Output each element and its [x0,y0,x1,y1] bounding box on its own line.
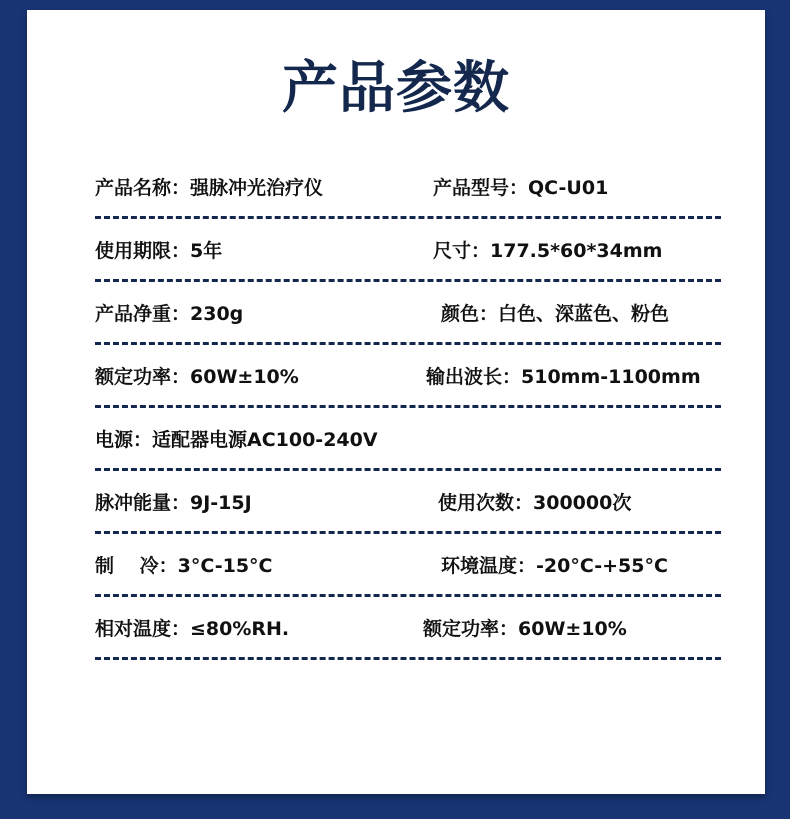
spec-card [27,10,765,794]
spec-row-5 [95,408,721,471]
spec-pulse-energy: 脉冲能量：9J-15J [95,492,252,514]
spec-row-8 [95,597,721,660]
spec-row-1 [95,156,721,219]
page-title: 产品参数 [282,56,510,121]
spec-dimensions: 尺寸：177.5*60*34mm [433,240,663,262]
spec-row-4 [95,345,721,408]
spec-power-supply: 电源：适配器电源AC100-240V [95,429,378,451]
spec-rated-power-repeat: 额定功率：60W±10% [423,618,627,640]
spec-row-2 [95,219,721,282]
spec-rated-power: 额定功率：60W±10% [95,366,299,388]
spec-usage-count: 使用次数：300000次 [438,492,632,514]
spec-product-name: 产品名称：强脉冲光治疗仪 [95,177,324,199]
spec-output-wavelength: 输出波长：510mm-1100mm [426,366,701,388]
spec-ambient-temperature: 环境温度：-20°C-+55°C [441,555,668,577]
spec-row-6 [95,471,721,534]
spec-list [95,156,721,660]
spec-relative-temperature: 相对温度：≤80%RH. [95,618,290,640]
spec-model-number: 产品型号：QC-U01 [433,177,609,199]
spec-net-weight: 产品净重：230g [95,303,244,325]
spec-row-7 [95,534,721,597]
spec-cooling: 制 冷：3°C-15°C [95,555,273,577]
spec-service-life: 使用期限：5年 [95,240,223,262]
spec-colors: 颜色：白色、深蓝色、粉色 [441,303,670,325]
spec-row-3 [95,282,721,345]
